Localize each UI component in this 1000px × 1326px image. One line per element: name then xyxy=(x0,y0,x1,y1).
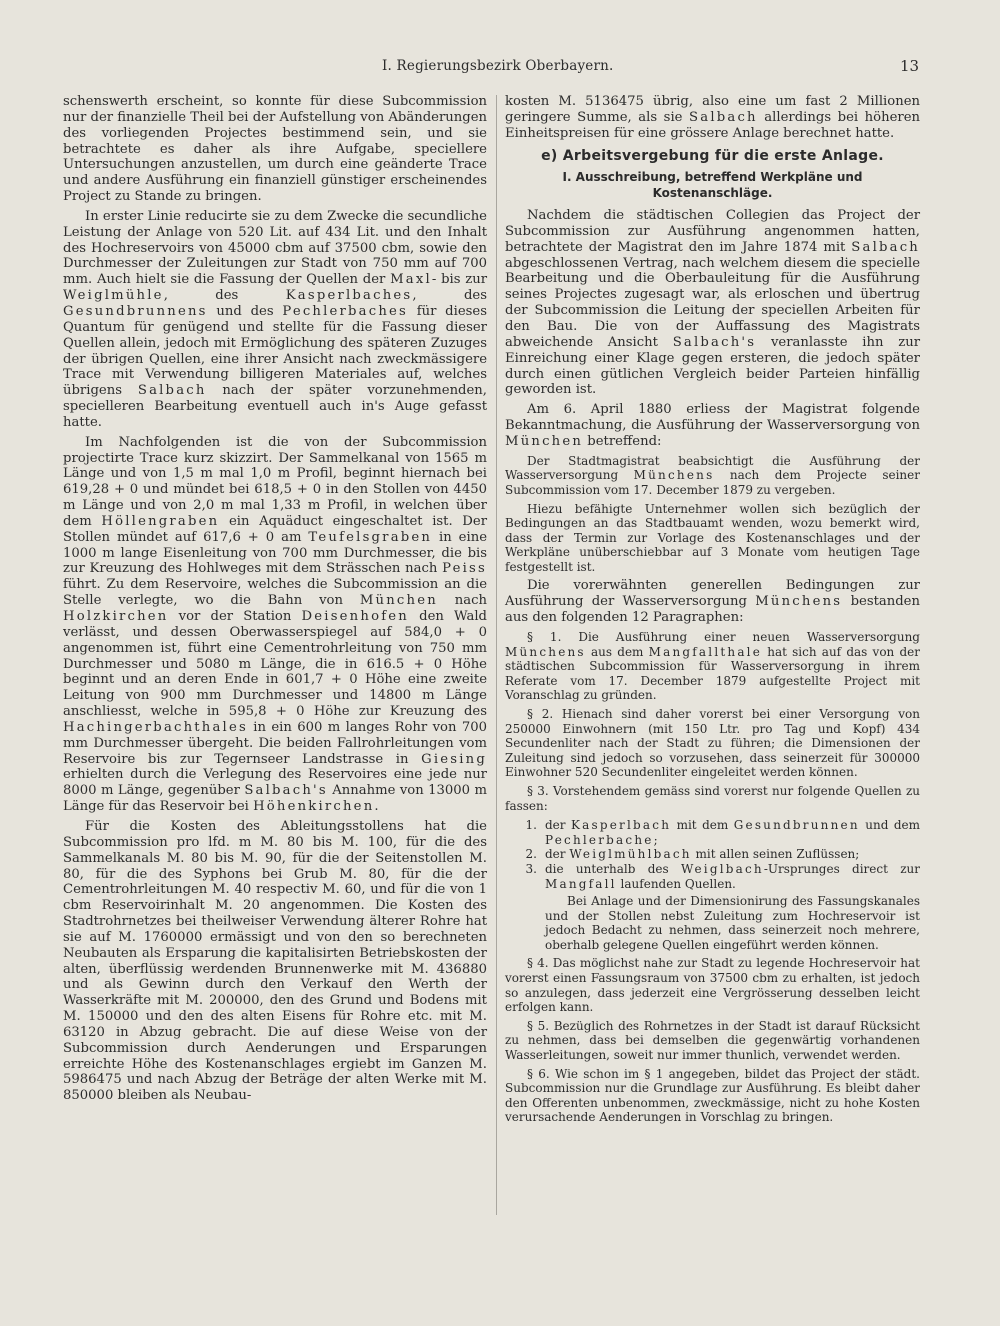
subsection-heading: I. Ausschreibung, betreffend Werkpläne und Kostenanschläge. xyxy=(562,170,863,201)
column-divider xyxy=(496,95,497,1215)
paragraph: Die vorerwähnten generellen Bedingungen zur Ausführung der Wasserversorgung Münchens bestanden aus den folgenden 12 Paragraphen: xyxy=(505,578,920,626)
paragraph: Für die Kosten des Ableitungsstollens hat die Subcommission pro lfd. m M. 80 bis M. 100, für die des Sammelkanals M. 80 bis M. 90, für die der Seitenstollen M. 80, für die des Syphons bei Grub M. 80, für die der Cementrohrleitungen M. 40 respectiv M. 60, und für die von 1 cbm Reservoirinhalt M. 20 angenommen. Die Kosten des Stadtrohrnetzes bei theilweiser Verwendung älterer Rohre hat sie auf M. 1760000 ermässigt und von den so berechneten Neubauten als Ersparung die kapitalisirten Betriebskosten der alten, überflüssig werdenden Brunnenwerke mit M. 436880 und als Gewinn durch den Verkauf den Werth der Wasserkräfte mit M. 200000, den des Grund und Bodens mit M. 150000 und den des alten Eisens für Rohre etc. mit M. 63120 in Abzug gebracht. Die auf diese Weise von der Subcommission durch Aenderungen und Ersparungen erreichte Höhe des Kostenanschlages ergiebt im Ganzen M. 5986475 und nach Abzug der Beträge der alten Werke mit M. 850000 bleiben als Neubau- xyxy=(63,818,487,1104)
paragraph-clause: § 5. Bezüglich des Rohrnetzes in der Stadt ist darauf Rücksicht zu nehmen, dass bei demselben die gegenwärtig vorhandenen Wasserleitungen, soweit nur immer thunlich, verwendet werden. xyxy=(505,1018,920,1063)
paragraph-clause: § 3. Vorstehendem gemäss sind vorerst nur folgende Quellen zu fassen: xyxy=(505,783,920,813)
paragraph: Im Nachfolgenden ist die von der Subcommission projectirte Trace kurz skizzirt. Der Sammelkanal von 1565 m Länge und von 1,5 m mal 1,0 m Profil, beginnt hiernach bei 619,28 + 0 und mündet bei 618,5 + 0 in den Stollen von 4450 m Länge und von 2,0 m mal 1,33 m Profil, in welchen über dem Höllengraben ein Aquäduct eingeschaltet ist. Der Stollen mündet auf 617,6 + 0 am Teufelsgraben in eine 1000 m lange Eisenleitung von 700 mm Durchmesser, die bis zur Kreuzung des Hohlweges mit dem Strässchen nach Peiss führt. Zu dem Reservoire, welches die Subcommission an die Stelle verlegte, wo die Bahn von München nach Holzkirchen vor der Station Deisenhofen den Wald verlässt, und dessen Oberwasserspiegel auf 584,0 + 0 angenommen ist, führt eine Cementrohrleitung von 750 mm Durchmesser und 5080 m Länge, die in 616.5 + 0 Höhe beginnt und an deren Ende in 601,7 + 0 Höhe eine zweite Leitung von 900 mm Durchmesser und 14800 m Länge anschliesst, welche in 595,8 + 0 Höhe zur Kreuzung des Hachingerbachthales in ein 600 m langes Rohr von 700 mm Durchmesser übergeht. Die beiden Fallrohrleitungen vom Reservoire bis zur Tegernseer Landstrasse in Giesing erhielten durch die Verlegung des Reservoires eine jede nur 8000 m Länge, gegenüber Salbach's Annahme von 13000 m Länge für das Reservoir bei Höhenkirchen. xyxy=(63,434,487,815)
section-heading: e) Arbeitsvergebung für die erste Anlage. xyxy=(541,147,884,164)
list-note: Bei Anlage und der Dimensionirung des Fassungskanales und der Stollen nebst Zuleitung zum Hochreservoir ist jedoch Bedacht zu nehmen, dass seinerzeit noch mehrere, oberhalb gelegene Quellen eingeführt werden können. xyxy=(545,894,920,952)
page-number: 13 xyxy=(900,57,920,75)
right-column xyxy=(505,94,920,1125)
paragraph-clause: § 1. Die Ausführung einer neuen Wasserversorgung Münchens aus dem Mangfallthale hat sich auf das von der städtischen Subcommission für Wasserversorgung in ihrem Referate vom 17. December 1879 aufgestellte Project mit Voranschlag zu gründen. xyxy=(505,630,920,703)
paragraph-clause: § 4. Das möglichst nahe zur Stadt zu legende Hochreservoir hat vorerst einen Fassungsraum von 37500 cbm zu erhalten, ist jedoch so anzulegen, dass jederzeit eine Vergrösserung desselben leicht erfolgen kann. xyxy=(505,956,920,1015)
paragraphs-list xyxy=(505,630,920,1125)
left-column xyxy=(63,94,487,1104)
paragraph: kosten M. 5136475 übrig, also eine um fast 2 Millionen geringere Summe, als sie Salbach allerdings bei höheren Einheitspreisen für eine grössere Anlage berechnet hatte. xyxy=(505,94,921,141)
paragraph-clause: § 2. Hienach sind daher vorerst bei einer Versorgung von 250000 Einwohnern (mit 150 Ltr. pro Tag und Kopf) 434 Secundenliter nach der Stadt zu führen; die Dimensionen der Zuleitung sind jedoch so vorzusehen, dass seinerzeit für 300000 Einwohner 520 Secundenliter eingeleitet werden können. xyxy=(505,706,920,780)
paragraph: schenswerth erscheint, so konnte für diese Subcommission nur der finanzielle Theil bei der Aufstellung von Abänderungen des vorliegenden Projectes bestimmend sein, und sie betrachtete es daher als ihre Aufgabe, speciellere Untersuchungen anzustellen, um durch eine geänderte Trace und andere Ausführung ein finanziell günstiger erscheinendes Project zu Stande zu bringen. xyxy=(63,94,487,205)
running-head: I. Regierungsbezirk Oberbayern. xyxy=(382,58,614,74)
list-item: 1. der Kasperlbach mit dem Gesundbrunnen und dem Pechlerbache; xyxy=(525,818,920,847)
quote-paragraph: Der Stadtmagistrat beabsichtigt die Ausführung der Wasserversorgung Münchens nach dem Projecte seiner Subcommission vom 17. December 1879 zu vergeben. xyxy=(505,453,920,497)
paragraph: In erster Linie reducirte sie zu dem Zwecke die secundliche Leistung der Anlage von 520 Lit. auf 434 Lit. und den Inhalt des Hochreservoirs von 45000 cbm auf 37500 cbm, sowie den Durchmesser der Zuleitungen zur Stadt von 750 mm auf 700 mm. Auch hielt sie die Fassung der Quellen der Maxl- bis zur Weiglmühle, des Kasperlbaches, des Gesundbrunnens und des Pechlerbaches für dieses Quantum für genügend und stellte für die Fassung dieser Quellen allein, jedoch mit Ermöglichung des späteren Zuzuges der übrigen Quellen, eine ihrer Ansicht nach zweckmässigere Trace mit Verwendung billigeren Materiales auf, welches übrigens Salbach nach der später vorzunehmenden, specielleren Bearbeitung eventuell auch in's Auge gefasst hatte. xyxy=(63,208,487,430)
paragraph: Nachdem die städtischen Collegien das Project der Subcommission zur Ausführung angenommen hatten, betrachtete der Magistrat den im Jahre 1874 mit Salbach abgeschlossenen Vertrag, nach welchem diesem die specielle Bearbeitung und die Oberbauleitung für die Ausführung seines Projectes zugesagt war, als erloschen und übertrug der Subcommission die Leitung der speciellen Arbeiten für den Bau. Die von der Auffassung des Magistrats abweichende Ansicht Salbach's veranlasste ihn zur Einreichung einer Klage gegen ersteren, die jedoch später durch einen gütlichen Vergleich beider Parteien hinfällig geworden ist. xyxy=(505,208,920,398)
paragraph-clause: § 6. Wie schon im § 1 angegeben, bildet das Project der städt. Subcommission nur die Grundlage zur Ausführung. Es bleibt daher den Offerenten unbenommen, zweckmässige, nicht zu hohe Kosten verursachende Aenderungen in Vorschlag zu bringen. xyxy=(505,1066,920,1125)
list-item: 2. der Weiglmühlbach mit allen seinen Zuflüssen; xyxy=(525,847,860,862)
announcement-quote xyxy=(505,454,920,575)
list-item: 3. die unterhalb des Weiglbach-Ursprunges direct zur Mangfall laufenden Quellen. xyxy=(525,861,920,891)
quote-paragraph: Hiezu befähigte Unternehmer wollen sich bezüglich der Bedingungen an das Stadtbauamt wenden, wozu bemerkt wird, dass der Termin zur Vorlage des Kostenanschlages und der Werkpläne unüberschiebbar auf 3 Monate vom heutigen Tage festgestellt ist. xyxy=(505,501,920,574)
paragraph: Am 6. April 1880 erliess der Magistrat folgende Bekanntmachung, die Ausführung der Wasserversorgung von München betreffend: xyxy=(505,402,920,449)
source-list xyxy=(505,818,920,891)
